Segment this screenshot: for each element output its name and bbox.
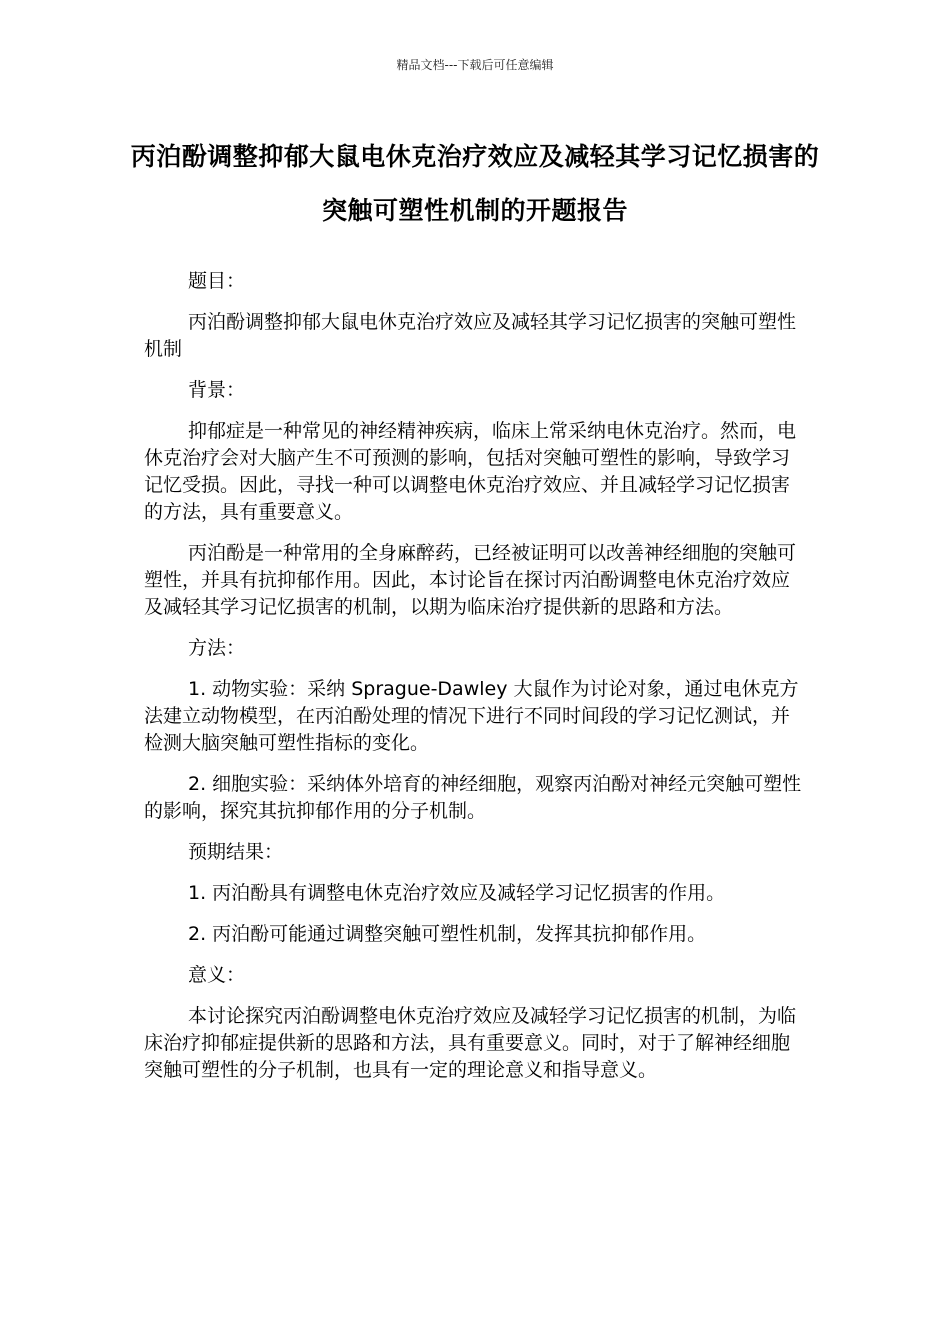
expected-result-2: 2. 丙泊酚可能通过调整突触可塑性机制，发挥其抗抑郁作用。: [188, 923, 707, 945]
label-expected-results: 预期结果：: [188, 841, 284, 863]
background-paragraph-2: 丙泊酚是一种常用的全身麻醉药，已经被证明可以改善神经细胞的突触可塑性，并具有抗抑郁作用。因此，本讨论旨在探讨丙泊酚调整电休克治疗效应及减轻其学习记忆损害的机制，以期为临床治疗提供新的思路和方法。: [144, 542, 797, 618]
header-note: 精品文档---下载后可任意编辑: [396, 58, 554, 72]
document-title: 丙泊酚调整抑郁大鼠电休克治疗效应及减轻其学习记忆损害的突触可塑性机制的开题报告: [130, 142, 820, 225]
background-paragraph-1: 抑郁症是一种常见的神经精神疾病，临床上常采纳电休克治疗。然而，电休克治疗会对大脑产生不可预测的影响，包括对突触可塑性的影响，导致学习记忆受损。因此，寻找一种可以调整电休克治疗效应、并且减轻学习记忆损害的方法，具有重要意义。: [144, 420, 797, 523]
label-significance: 意义：: [188, 964, 246, 986]
label-background: 背景：: [188, 379, 246, 401]
significance-paragraph: 本讨论探究丙泊酚调整电休克治疗效应及减轻学习记忆损害的机制，为临床治疗抑郁症提供新的思路和方法，具有重要意义。同时，对于了解神经细胞突触可塑性的分子机制，也具有一定的理论意义和指导意义。: [144, 1005, 797, 1081]
topic-paragraph: 丙泊酚调整抑郁大鼠电休克治疗效应及减轻其学习记忆损害的突触可塑性机制: [144, 311, 797, 360]
label-topic: 题目：: [188, 270, 246, 292]
method-item-1: 1. 动物实验：采纳 Sprague-Dawley 大鼠作为讨论对象，通过电休克方法建立动物模型，在丙泊酚处理的情况下进行不同时间段的学习记忆测试，并检测大脑突触可塑性指标的变化。: [144, 678, 799, 754]
document-body: [144, 268, 806, 1098]
method-item-2: 2. 细胞实验：采纳体外培育的神经细胞，观察丙泊酚对神经元突触可塑性的影响，探究其抗抑郁作用的分子机制。: [144, 773, 802, 822]
expected-result-1: 1. 丙泊酚具有调整电休克治疗效应及减轻学习记忆损害的作用。: [188, 882, 726, 904]
label-methods: 方法：: [188, 637, 246, 659]
